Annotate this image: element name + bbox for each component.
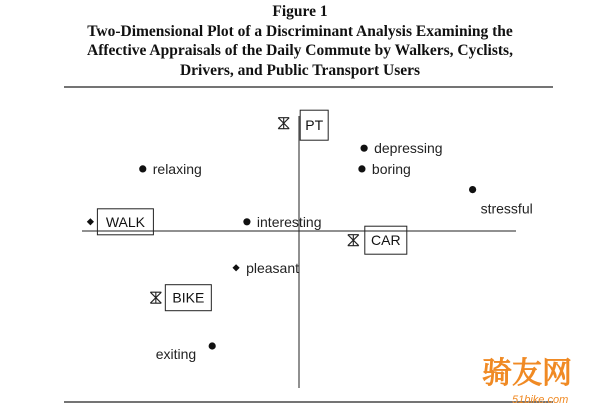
- group-marker-bike: [150, 292, 161, 303]
- term-label-boring: boring: [371, 160, 411, 177]
- group-marker-walk: [87, 218, 94, 225]
- term-marker-boring: [358, 165, 365, 172]
- watermark: [482, 357, 572, 406]
- group-label-car: CAR: [371, 232, 401, 249]
- term-label-stressful: stressful: [480, 200, 533, 217]
- term-marker-relaxing: [139, 165, 146, 172]
- term-marker-pleasant: [232, 264, 239, 271]
- term-marker-exiting: [209, 342, 216, 349]
- term-marker-stressful: [469, 186, 476, 193]
- group-label-bike: BIKE: [172, 289, 205, 306]
- watermark-url: 51bike.com: [512, 394, 569, 406]
- figure-title-line-3: Drivers, and Public Transport Users: [179, 61, 421, 79]
- term-marker-interesting: [243, 218, 250, 225]
- term-label-depressing: depressing: [374, 140, 443, 157]
- chart-marks: [87, 110, 533, 362]
- group-marker-car: [348, 235, 359, 246]
- term-label-pleasant: pleasant: [246, 259, 300, 276]
- figure-title-line-2: Affective Appraisals of the Daily Commute by Walkers, Cyclists,: [87, 42, 513, 59]
- figure-title-line-1: Two-Dimensional Plot of a Discriminant Analysis Examining the: [87, 22, 513, 40]
- term-marker-depressing: [361, 145, 368, 152]
- group-label-pt: PT: [305, 117, 324, 134]
- group-label-walk: WALK: [105, 213, 145, 230]
- figure-label: Figure 1: [272, 3, 328, 20]
- term-label-relaxing: relaxing: [152, 160, 202, 177]
- term-label-interesting: interesting: [256, 213, 322, 230]
- term-label-exiting: exiting: [155, 346, 197, 362]
- watermark-logo-text: 骑友网: [482, 357, 572, 390]
- group-marker-pt: [278, 118, 289, 129]
